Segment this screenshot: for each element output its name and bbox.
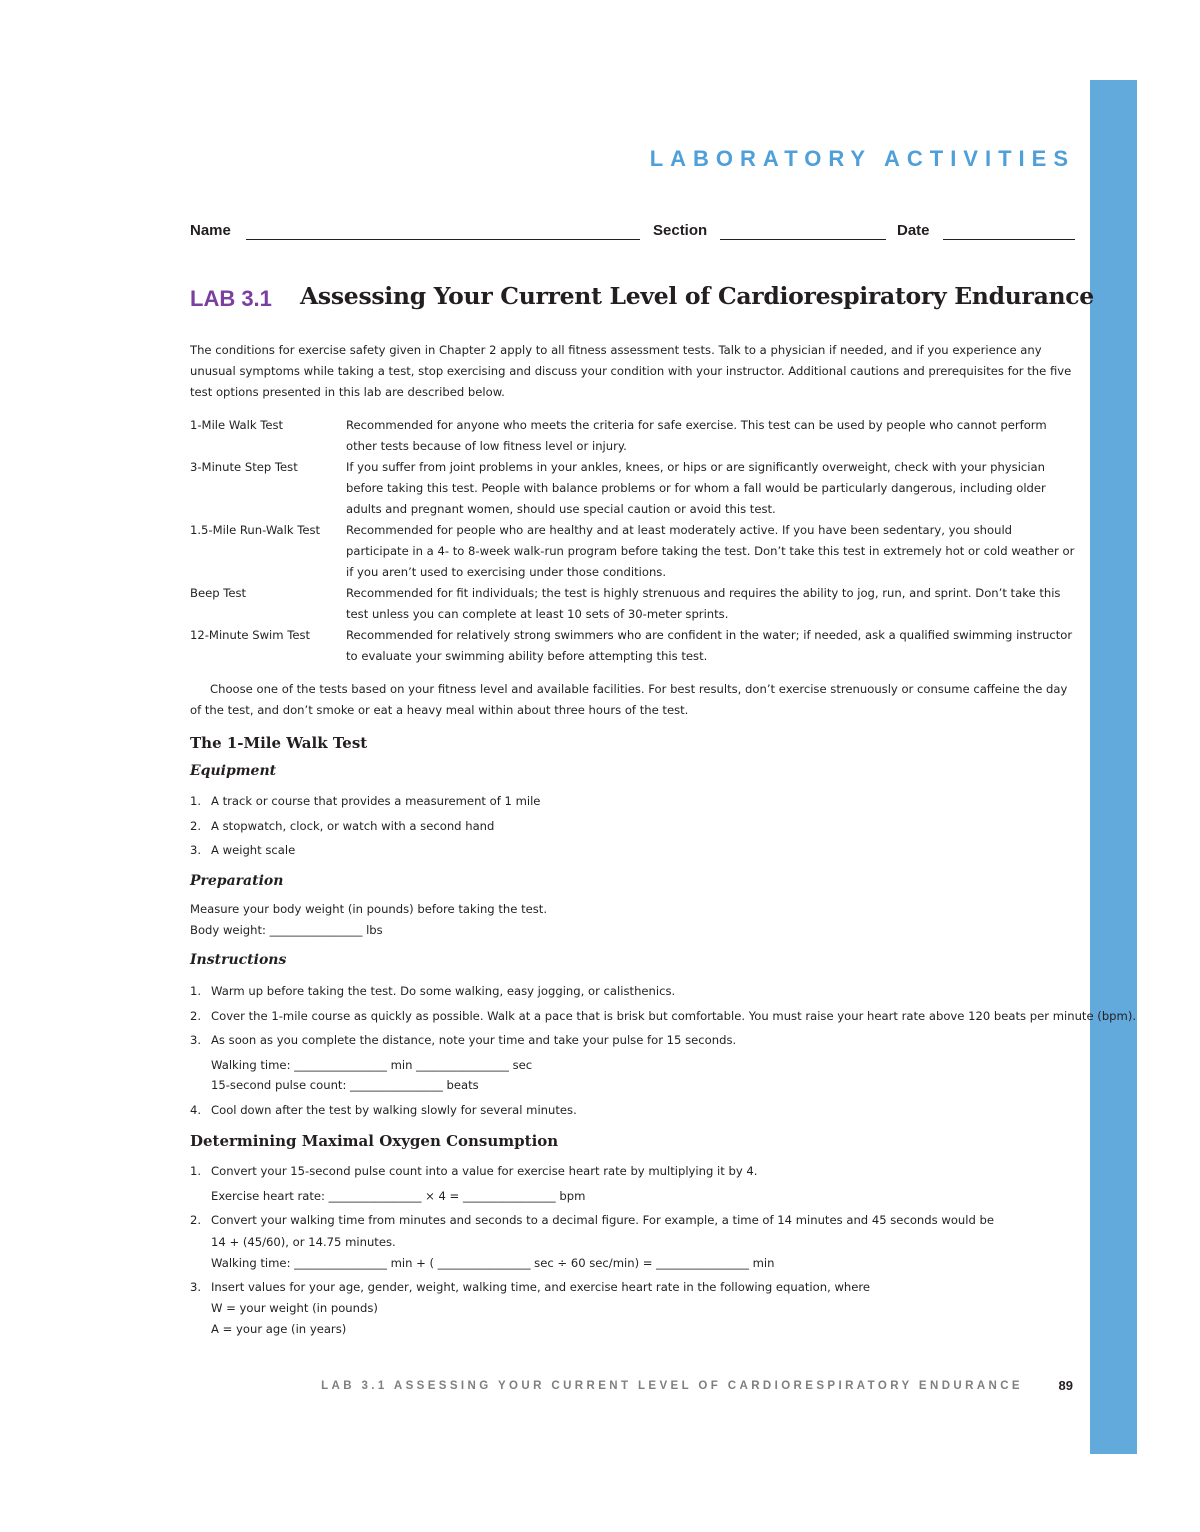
list-number: 4. (190, 1103, 202, 1117)
equipment-heading: Equipment (190, 763, 277, 779)
list-text: Insert values for your age, gender, weight, walking time, and exercise heart rate in the following equation, where (211, 1280, 871, 1294)
student-info-row (190, 222, 1075, 242)
test-name: 12-Minute Swim Test (190, 628, 311, 642)
exercise-heart-rate-field[interactable]: Exercise heart rate: ________________ × 4 = ________________ bpm (211, 1189, 586, 1203)
test-description: Recommended for fit individuals; the test is highly strenuous and requires the ability to jog, run, and sprint. Don’t take this test unless you can complete at least 10 sets of 30-meter sprints. (346, 586, 1061, 621)
list-number: 1. (190, 794, 202, 808)
list-text: Convert your walking time from minutes and seconds to a decimal figure. For example, a time of 14 minutes and 45 seconds would be (211, 1213, 995, 1227)
page-number: 89 (1058, 1378, 1073, 1393)
list-text: Cover the 1-mile course as quickly as possible. Walk at a pace that is brisk but comfortable. You must raise your heart rate above 120 beats per minute (bpm). (211, 1009, 1137, 1023)
page-edge-tab (1090, 80, 1137, 1454)
running-head: LAB 3.1 ASSESSING YOUR CURRENT LEVEL OF CARDIORESPIRATORY ENDURANCE (321, 1380, 1023, 1392)
pulse-count-field[interactable]: 15-second pulse count: ________________ beats (211, 1078, 479, 1092)
list-number: 2. (190, 1009, 202, 1023)
list-text: As soon as you complete the distance, note your time and take your pulse for 15 seconds. (211, 1033, 737, 1047)
list-number: 2. (190, 1213, 202, 1227)
walk-test-heading: The 1-Mile Walk Test (190, 734, 368, 752)
list-text: Cool down after the test by walking slowly for several minutes. (211, 1103, 577, 1117)
test-description: If you suffer from joint problems in your ankles, knees, or hips or are significantly overweight, check with your physician before taking this test. People with balance problems or for whom a fall would be particularly dangerous, including older adults and pregnant women, should use special caution or avoid this test. (346, 460, 1046, 516)
lab-title-row (190, 282, 1094, 318)
list-number: 2. (190, 819, 202, 833)
list-number: 1. (190, 1164, 202, 1178)
body-weight-field[interactable]: Body weight: ________________ lbs (190, 923, 383, 937)
test-description: Recommended for relatively strong swimmers who are confident in the water; if needed, ask a qualified swimming instructor to evaluate your swimming ability before attempting this test. (346, 628, 1073, 663)
lab-number: LAB 3.1 (190, 286, 272, 311)
list-text: Convert your 15-second pulse count into a value for exercise heart rate by multiplying it by 4. (211, 1164, 758, 1178)
test-name: 3-Minute Step Test (190, 460, 298, 474)
age-definition: A = your age (in years) (211, 1322, 347, 1336)
test-name: 1.5-Mile Run-Walk Test (190, 523, 321, 537)
list-text: A weight scale (211, 843, 296, 857)
weight-definition: W = your weight (in pounds) (211, 1301, 378, 1315)
list-text: A stopwatch, clock, or watch with a second hand (211, 819, 495, 833)
choose-paragraph: Choose one of the tests based on your fitness level and available facilities. For best results, don’t exercise strenuously or consume caffeine the day of the test, and don’t smoke or eat a heavy meal within about three hours of the test. (190, 682, 1068, 717)
list-text: A track or course that provides a measurement of 1 mile (211, 794, 541, 808)
instructions-heading: Instructions (190, 952, 287, 968)
list-text: Warm up before taking the test. Do some walking, easy jogging, or calisthenics. (211, 984, 676, 998)
lab-title: Assessing Your Current Level of Cardiorespiratory Endurance (300, 282, 1094, 310)
section-label: LABORATORY ACTIVITIES (649, 146, 1075, 171)
date-label: Date (897, 222, 930, 239)
example-text: 14 + (45/60), or 14.75 minutes. (211, 1235, 396, 1249)
list-number: 3. (190, 1033, 202, 1047)
date-field[interactable] (943, 239, 1075, 240)
section-field[interactable] (720, 239, 886, 240)
walking-time-decimal-field[interactable]: Walking time: ________________ min + ( ________________ sec ÷ 60 sec/min) = ________________ min (211, 1256, 775, 1270)
test-name: 1-Mile Walk Test (190, 418, 284, 432)
list-number: 3. (190, 843, 202, 857)
list-number: 1. (190, 984, 202, 998)
test-description: Recommended for anyone who meets the criteria for safe exercise. This test can be used by people who cannot perform other tests because of low fitness level or injury. (346, 418, 1047, 453)
list-number: 3. (190, 1280, 202, 1294)
preparation-heading: Preparation (190, 873, 284, 889)
page-footer (190, 1378, 1075, 1396)
test-name: Beep Test (190, 586, 247, 600)
section-label-field: Section (653, 222, 708, 239)
vo2-heading: Determining Maximal Oxygen Consumption (190, 1132, 559, 1150)
name-field[interactable] (246, 239, 640, 240)
preparation-text: Measure your body weight (in pounds) before taking the test. (190, 902, 548, 916)
walking-time-field[interactable]: Walking time: ________________ min ________________ sec (211, 1058, 533, 1072)
name-label: Name (190, 222, 231, 239)
test-description: Recommended for people who are healthy and at least moderately active. If you have been sedentary, you should participate in a 4- to 8-week walk-run program before taking the test. Don’t take this test in extremely hot or cold weather or if you aren’t used to exercising under those conditions. (346, 523, 1075, 579)
intro-paragraph: The conditions for exercise safety given in Chapter 2 apply to all fitness assessment tests. Talk to a physician if needed, and if you experience any unusual symptoms while taking a test, stop exercising and discuss your condition with your instructor. Additional cautions and prerequisites for the five test options presented in this lab are described below. (190, 343, 1072, 399)
